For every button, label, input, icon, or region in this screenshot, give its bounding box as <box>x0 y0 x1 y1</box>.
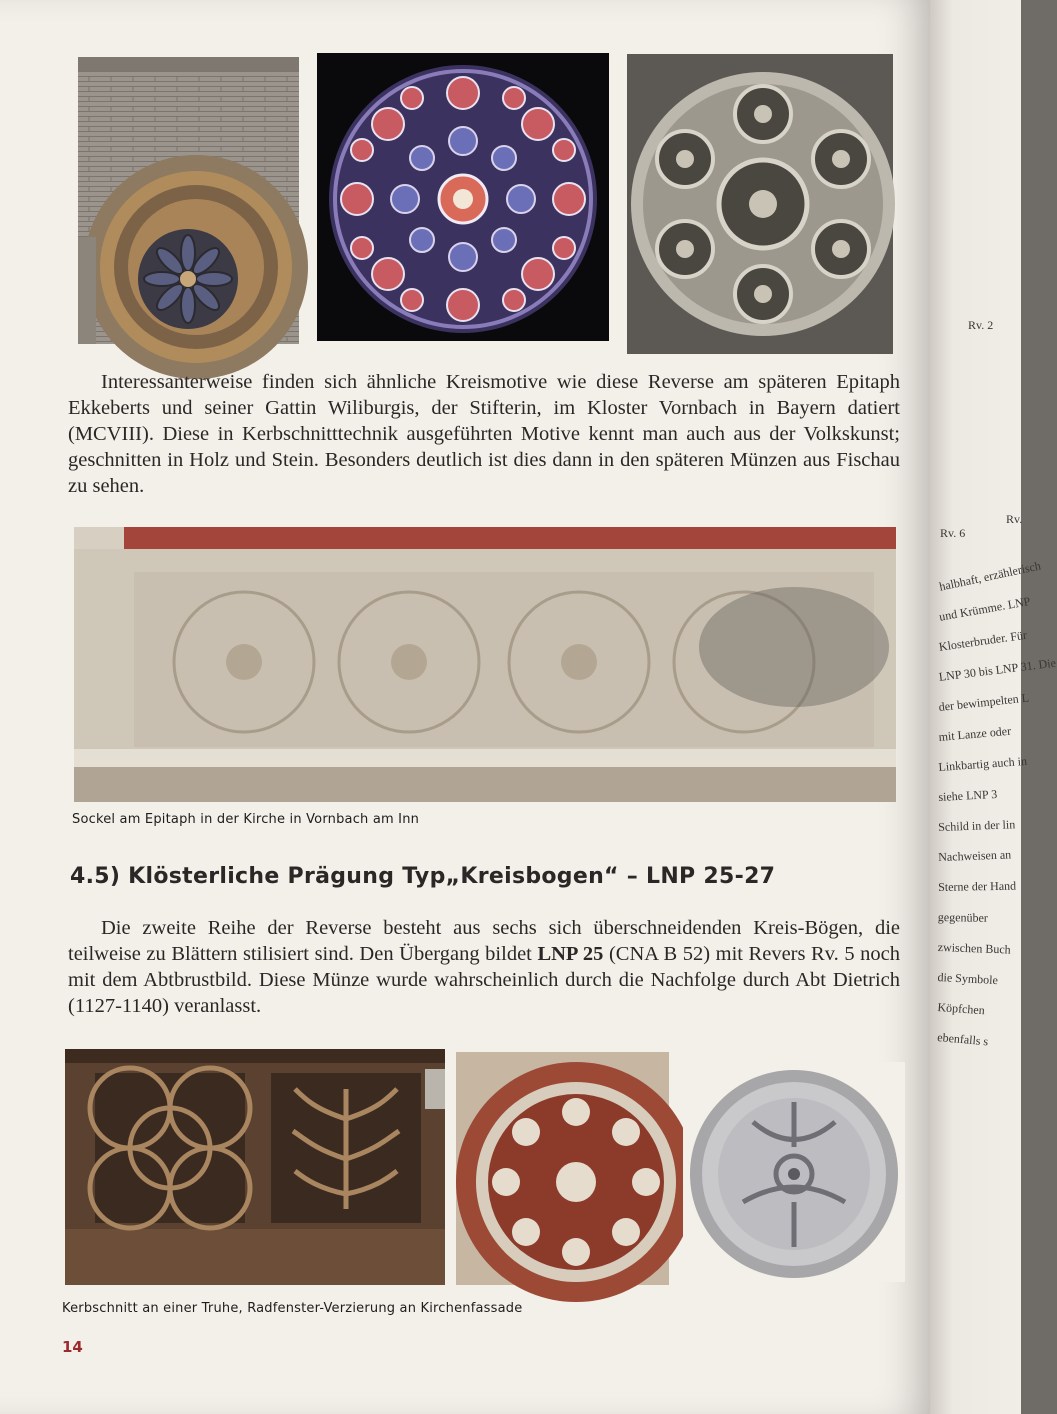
paragraph-epitaph: Interessanterweise finden sich ähnliche Kreismotive wie diese Reverse am späteren Epitaph Ekkeberts und seiner Gattin Wiliburgis, der Stifterin, im Kloster Vornbach in Bayern datiert (MCVIII). Diese in Kerbschnitttechnik ausgeführten Motive kennt man auch aus der Volkskunst; geschnitten in Holz und Stein. Besonders deutlich ist dies dann in den späteren Münzen aus Fischau zu sehen. <box>68 371 900 497</box>
facing-line-6: mit Lanze oder <box>938 723 1012 744</box>
facing-line-10: Nachweisen an <box>938 847 1012 864</box>
facing-page-edge <box>930 0 1057 1414</box>
facing-fragment-rv6: Rv. 6 <box>940 526 966 540</box>
facing-line-12: gegenüber <box>937 910 988 925</box>
facing-line-4: LNP 30 bis LNP 31. Die <box>938 655 1057 684</box>
facing-line-13: zwischen Buch <box>937 940 1011 957</box>
paragraph-kreisbogen-after: (CNA B 52) mit Revers Rv. 5 noch mit dem Abtbrustbild. Diese Münze wurde wahrscheinlich durch die Nachfolge durch Abt Dietrich (1127-1140) veranlasst. <box>68 943 900 1017</box>
photo-romanesque-round-window <box>78 57 299 344</box>
facing-fragment-rv: Rv. <box>1006 512 1023 526</box>
facing-line-1: halbhaft, erzählerisch <box>938 558 1042 594</box>
paragraph-kreisbogen-before: Die zweite Reihe der Reverse besteht aus sechs sich überschneidenden Kreis-Bögen, die teilweise zu Blättern stilisiert sind. Den Übergang bildet <box>68 917 900 965</box>
facing-line-7: Linkbartig auch in <box>938 753 1028 774</box>
caption-epitaph: Sockel am Epitaph in der Kirche in Vornbach am Inn <box>72 812 420 827</box>
photo-epitaph-base <box>74 527 896 802</box>
photo-stone-rose-window <box>627 54 893 354</box>
facing-line-16: ebenfalls s <box>936 1030 989 1049</box>
facing-line-9: Schild in der lin <box>938 817 1016 834</box>
photo-silver-coin <box>683 1062 905 1282</box>
paragraph-kreisbogen <box>68 915 900 1019</box>
caption-chest-window: Kerbschnitt an einer Truhe, Radfenster-Verzierung an Kirchenfassade <box>62 1301 523 1316</box>
photo-stained-glass-rose-window <box>317 53 609 341</box>
facing-line-2: und Krümme. LNP <box>938 593 1032 624</box>
facing-fragment-rv2: Rv. 2 <box>968 318 994 332</box>
facing-line-5: der bewimpelten L <box>938 690 1030 714</box>
facing-line-14: die Symbole <box>937 970 999 988</box>
facing-line-3: Klosterbruder. Für <box>938 627 1028 654</box>
page-number: 14 <box>62 1338 83 1356</box>
photo-carved-chest <box>65 1049 445 1285</box>
photo-brick-wheel-window <box>456 1052 669 1285</box>
facing-line-15: Köpfchen <box>937 1000 986 1018</box>
section-heading: 4.5) Klösterliche Prägung Typ„Kreisbogen“ – LNP 25-27 <box>70 864 776 889</box>
facing-line-11: Sterne der Hand <box>938 878 1017 894</box>
lnp-25-bold: LNP 25 <box>537 943 604 965</box>
facing-line-8: siehe LNP 3 <box>938 786 998 804</box>
